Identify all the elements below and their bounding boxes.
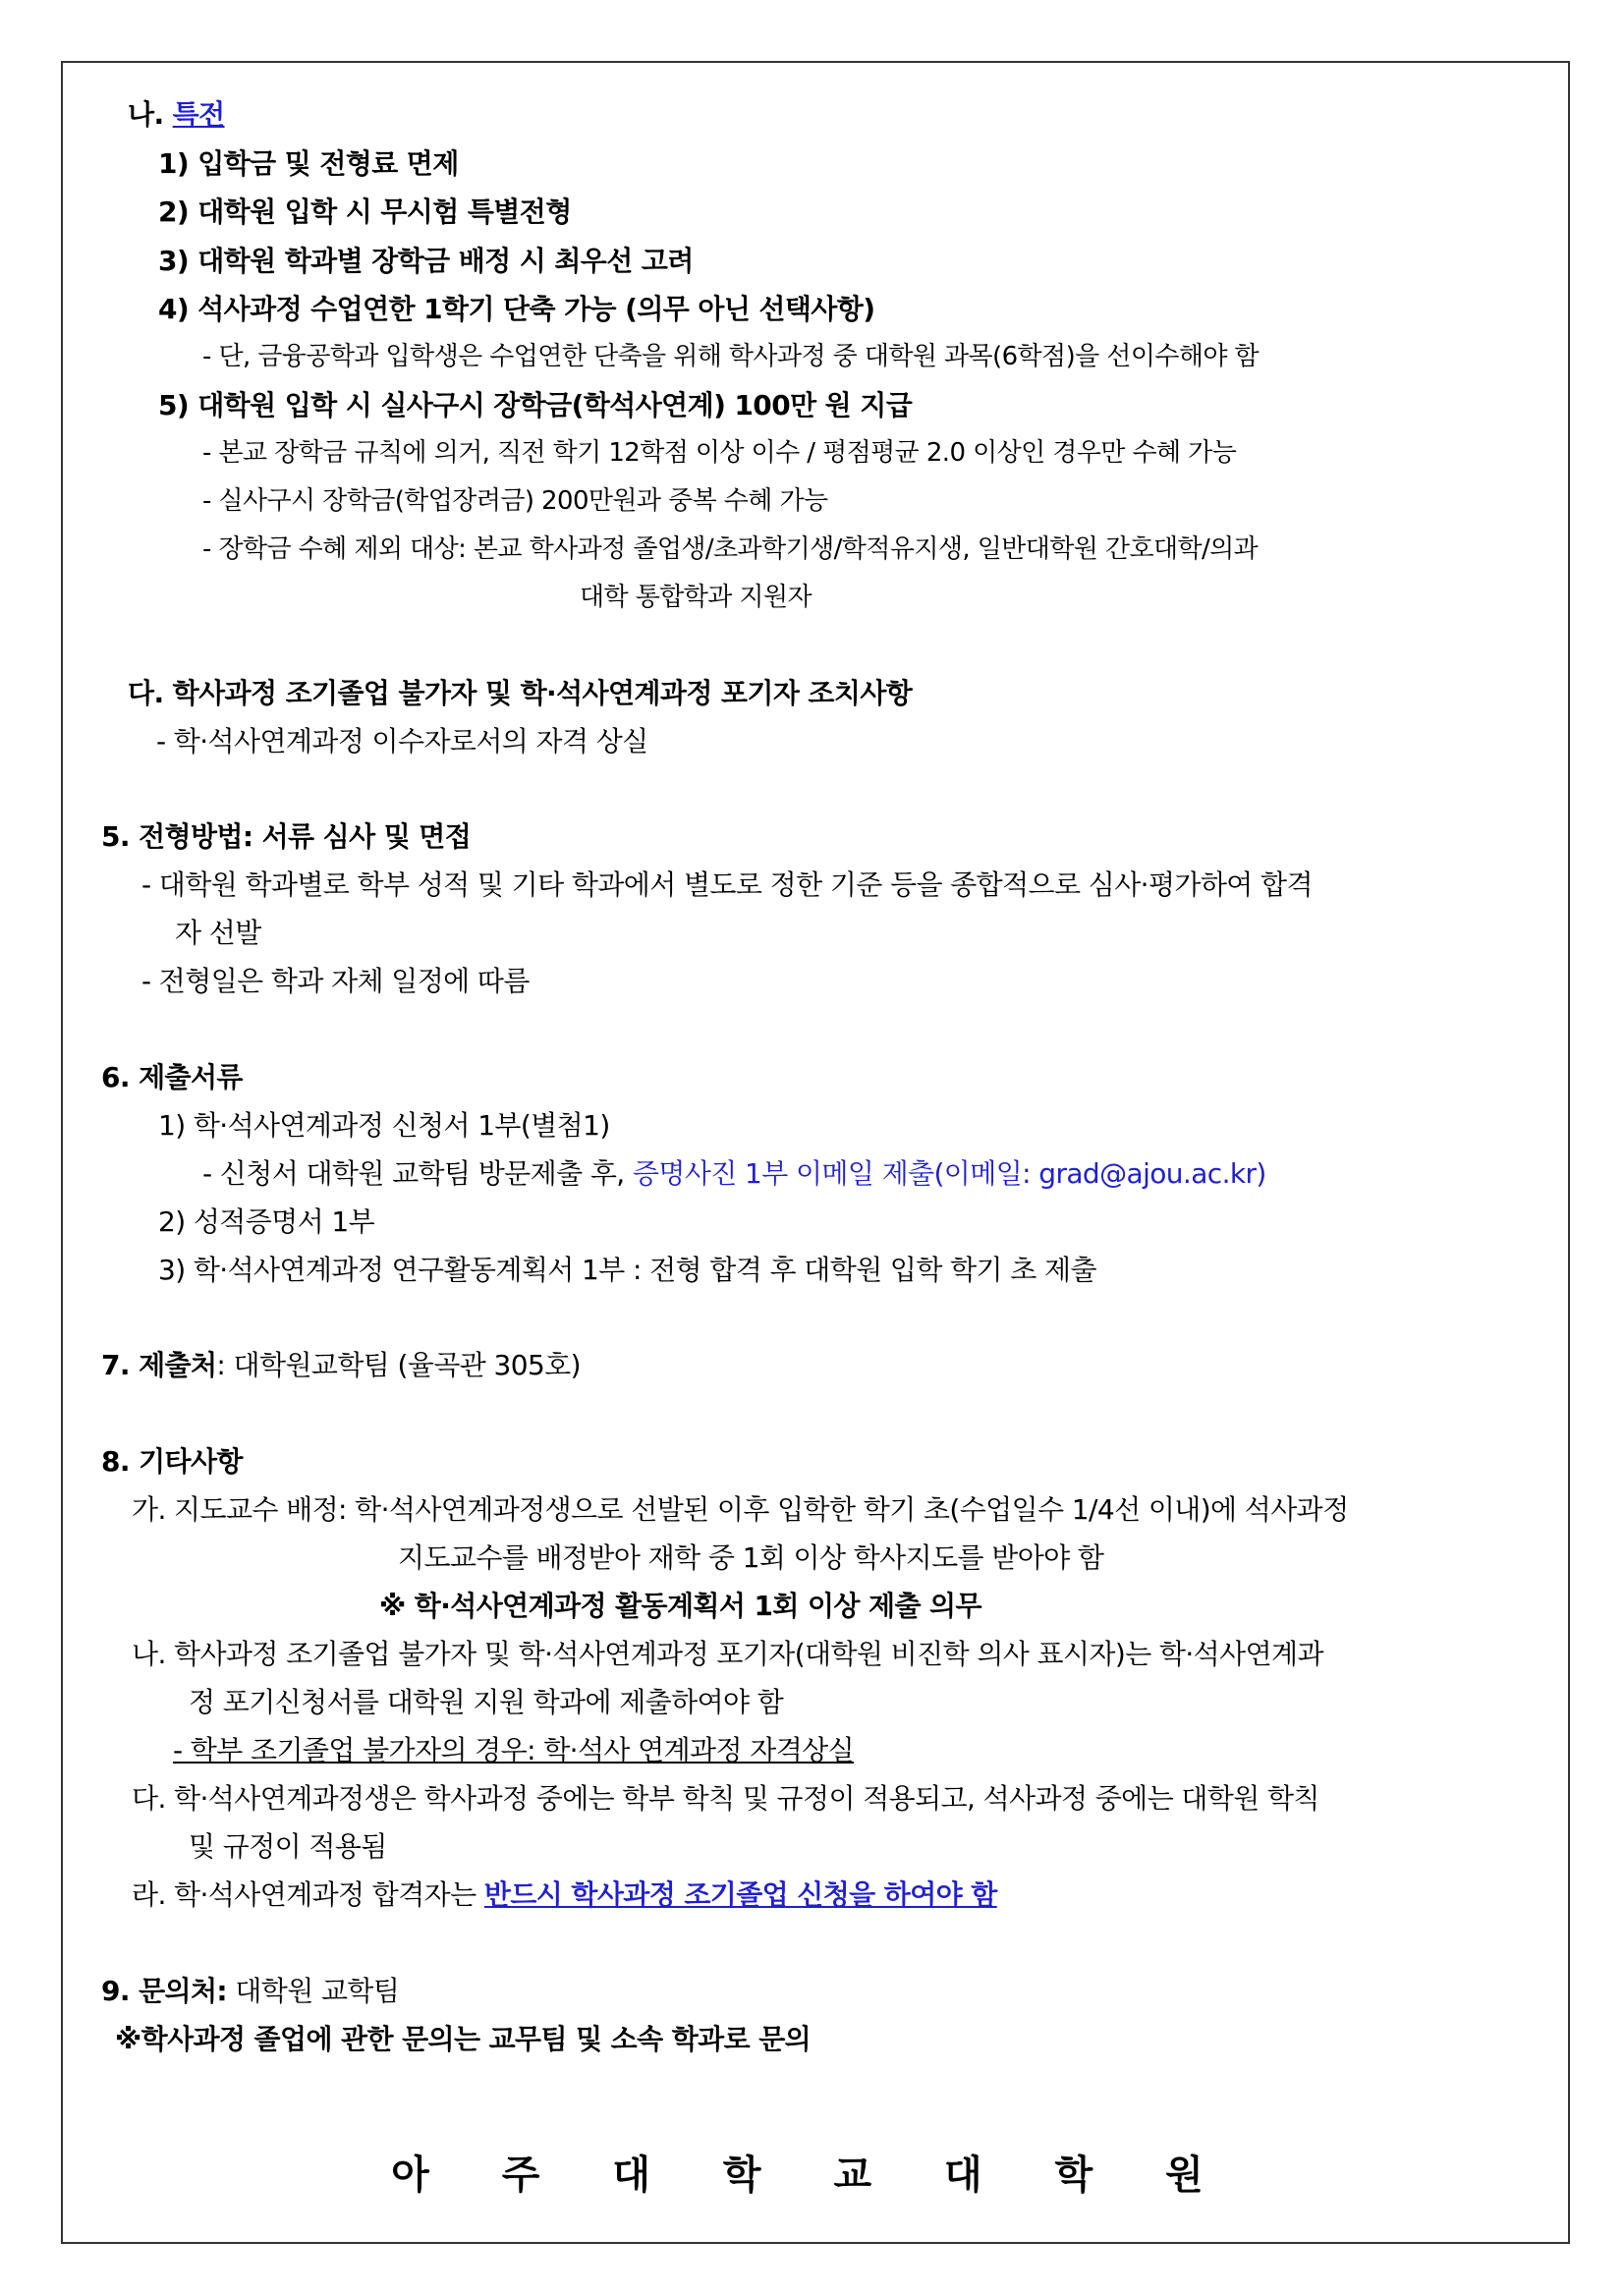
benefits-link[interactable]: 특전 [172, 98, 225, 131]
benefit-item-2: 2) 대학원 입학 시 무시험 특별전형 [158, 196, 572, 228]
benefit-item-5-note-1: - 본교 장학금 규칙에 의거, 직전 학기 12학점 이상 이수 / 평점평균 2.0 이상인 경우만 수혜 가능 [202, 438, 1237, 468]
section8-heading: 8. 기타사항 [101, 1445, 243, 1478]
section5-note-2: - 전형일은 학과 자체 일정에 따름 [141, 965, 530, 997]
section8-item-d: 라. 학·석사연계과정 합격자는 반드시 학사과정 조기졸업 신청을 하여야 함 [132, 1878, 997, 1911]
section5-note-1-cont: 자 선발 [175, 917, 261, 949]
measures-note: - 학·석사연계과정 이수자로서의 자격 상실 [156, 725, 648, 757]
photo-email-instruction: 증명사진 1부 이메일 제출(이메일: grad@ajou.ac.kr) [632, 1157, 1266, 1190]
signoff: 아 주 대 학 교 대 학 원 [391, 2153, 1233, 2198]
section8-item-b: 나. 학사과정 조기졸업 불가자 및 학·석사연계과정 포기자(대학원 비진학 의사 표시자)는 학·석사연계과 [132, 1638, 1323, 1670]
section8-item-a-cont: 지도교수를 배정받아 재학 중 1회 이상 학사지도를 받아야 함 [398, 1541, 1104, 1574]
section6-item-2: 2) 성적증명서 1부 [158, 1205, 375, 1238]
benefit-item-1: 1) 입학금 및 전형료 면제 [158, 147, 459, 180]
measures-heading: 다. 학사과정 조기졸업 불가자 및 학·석사연계과정 포기자 조치사항 [128, 677, 913, 709]
section5-heading: 5. 전형방법: 서류 심사 및 면접 [101, 820, 472, 853]
benefit-item-4: 4) 석사과정 수업연한 1학기 단축 가능 (의무 아닌 선택사항) [158, 293, 875, 325]
section8-item-b-note: - 학부 조기졸업 불가자의 경우: 학·석사 연계과정 자격상실 [173, 1734, 855, 1766]
section8-item-c: 다. 학·석사연계과정생은 학사과정 중에는 학부 학칙 및 규정이 적용되고, 석사과정 중에는 대학원 학칙 [132, 1782, 1319, 1815]
section5-note-1: - 대학원 학과별로 학부 성적 및 기타 학과에서 별도로 정한 기준 등을 종합적으로 심사·평가하여 합격 [141, 868, 1313, 901]
section6-item-1: 1) 학·석사연계과정 신청서 1부(별첨1) [158, 1109, 610, 1142]
benefit-item-4-note: - 단, 금융공학과 입학생은 수업연한 단축을 위해 학사과정 중 대학원 과목(6학점)을 선이수해야 함 [202, 342, 1260, 371]
section6-item-3: 3) 학·석사연계과정 연구활동계획서 1부 : 전형 합격 후 대학원 입학 학기 초 제출 [158, 1254, 1096, 1286]
section8-item-a-notice: ※ 학·석사연계과정 활동계획서 1회 이상 제출 의무 [379, 1590, 981, 1622]
section7-heading: 7. 제출처 [101, 1349, 217, 1381]
benefit-item-5-note-3: - 장학금 수혜 제외 대상: 본교 학사과정 졸업생/초과학기생/학적유지생, 일반대학원 간호대학/의과 [202, 534, 1259, 564]
section8-item-c-cont: 및 규정이 적용됨 [189, 1830, 387, 1863]
benefit-item-5-note-2: - 실사구시 장학금(학업장려금) 200만원과 중복 수혜 가능 [202, 486, 828, 516]
benefit-item-3: 3) 대학원 학과별 장학금 배정 시 최우선 고려 [158, 245, 694, 277]
section6-heading: 6. 제출서류 [101, 1061, 243, 1093]
benefit-item-5: 5) 대학원 입학 시 실사구시 장학금(학석사연계) 100만 원 지급 [158, 389, 913, 421]
section8-item-b-cont: 정 포기신청서를 대학원 지원 학과에 제출하여야 함 [189, 1686, 784, 1718]
section8-item-a: 가. 지도교수 배정: 학·석사연계과정생으로 선발된 이후 입학한 학기 초(수업일수 1/4선 이내)에 석사과정 [132, 1493, 1349, 1526]
section9: 9. 문의처: 대학원 교학팀 [101, 1975, 400, 2007]
section7: 7. 제출처: 대학원교학팀 (율곡관 305호) [101, 1349, 581, 1381]
early-graduation-notice: 반드시 학사과정 조기졸업 신청을 하여야 함 [483, 1878, 997, 1911]
section6-item-1-note: - 신청서 대학원 교학팀 방문제출 후, 증명사진 1부 이메일 제출(이메일: grad@ajou.ac.kr) [202, 1157, 1266, 1190]
section9-heading: 9. 문의처: [101, 1975, 228, 2007]
benefits-heading: 나. 특전 [128, 98, 225, 131]
benefit-item-5-note-3-cont: 대학 통합학과 지원자 [580, 583, 812, 612]
section9-notice: ※학사과정 졸업에 관한 문의는 교무팀 및 소속 학과로 문의 [115, 2023, 812, 2055]
